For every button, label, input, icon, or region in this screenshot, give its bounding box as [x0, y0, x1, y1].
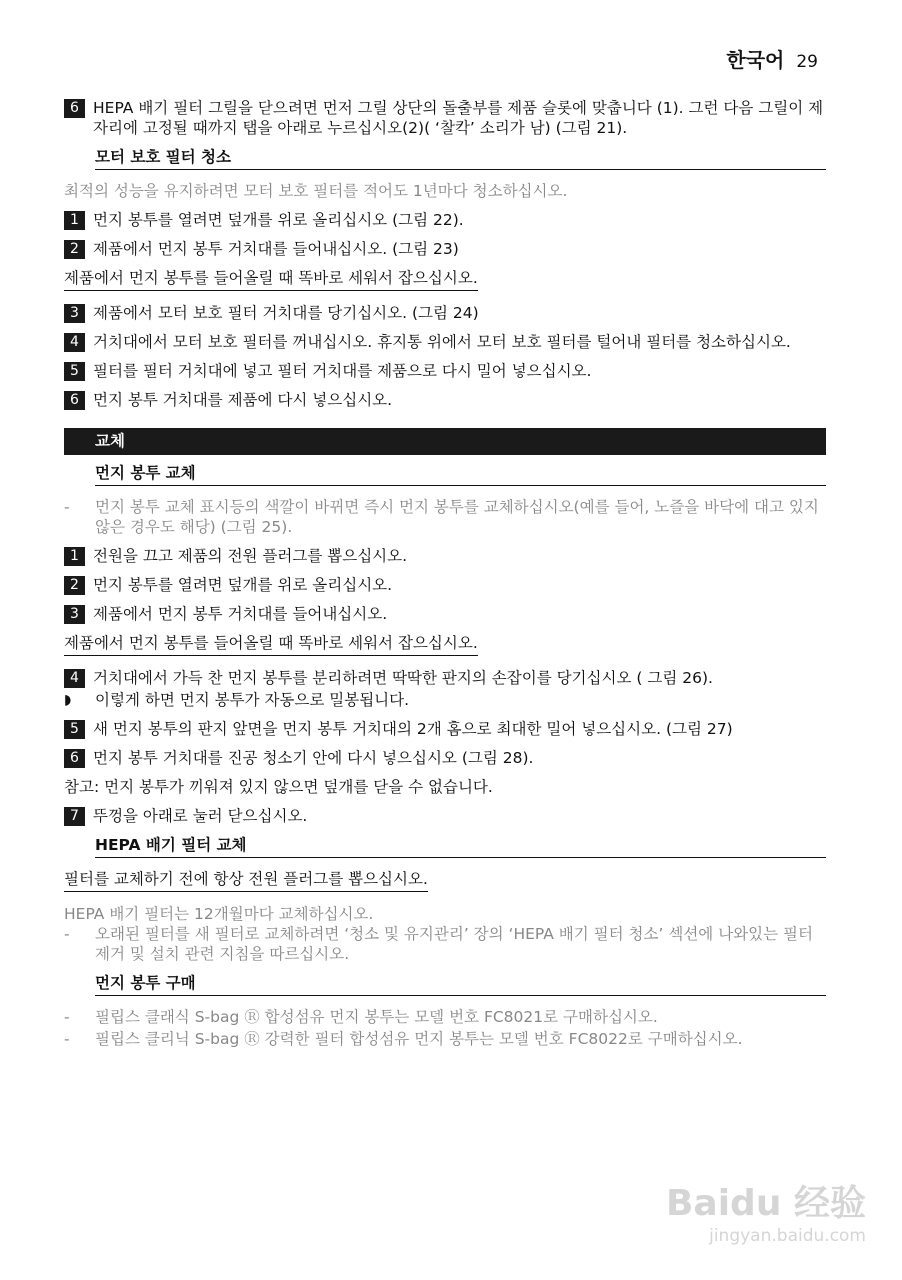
intro-text: HEPA 배기 필터는 12개월마다 교체하십시오. — [64, 905, 374, 923]
result-item — [64, 690, 826, 710]
step-item — [64, 361, 826, 381]
step-item — [64, 806, 826, 826]
purchase-item — [64, 1007, 826, 1027]
page-number: 29 — [796, 52, 818, 72]
step-number: 6 — [64, 99, 85, 118]
step-number: 2 — [64, 576, 85, 595]
warning-text: 제품에서 먼지 봉투를 들어올릴 때 똑바로 세워서 잡으십시오. — [64, 268, 478, 291]
step-item — [64, 210, 826, 230]
step-number: 1 — [64, 547, 85, 566]
section-bar-replace: 교체 — [64, 428, 826, 455]
step-number: 6 — [64, 391, 85, 410]
language-label: 한국어 — [726, 48, 785, 72]
warning-text: 제품에서 먼지 봉투를 들어올릴 때 똑바로 세워서 잡으십시오. — [64, 633, 478, 656]
step-text: 제품에서 모터 보호 필터 거치대를 당기십시오. (그림 24) — [93, 304, 479, 322]
step-item — [64, 575, 826, 595]
step-text: 먼지 봉투를 열려면 덮개를 위로 올리십시오 (그림 22). — [93, 211, 464, 229]
step-number: 4 — [64, 669, 85, 688]
section-heading-motor-filter: 모터 보호 필터 청소 — [95, 147, 826, 170]
step-item — [64, 546, 826, 566]
dash-marker: - — [64, 498, 70, 516]
step-number: 3 — [64, 304, 85, 323]
dash-marker: - — [64, 925, 70, 943]
step-text: 거치대에서 가득 찬 먼지 봉투를 분리하려면 딱딱한 판지의 손잡이를 당기십시오 ( 그림 26). — [93, 669, 713, 687]
step-text: 거치대에서 모터 보호 필터를 꺼내십시오. 휴지통 위에서 모터 보호 필터를 털어내 필터를 청소하십시오. — [93, 333, 791, 351]
note-text: 오래된 필터를 새 필터로 교체하려면 ‘청소 및 유지관리’ 장의 ‘HEPA 배기 필터 청소’ 섹션에 나와있는 필터 제거 및 설치 관련 지침을 따르십시오. — [95, 925, 813, 963]
dash-marker: - — [64, 1008, 70, 1026]
step-number: 4 — [64, 333, 85, 352]
step-number: 7 — [64, 807, 85, 826]
step-item — [64, 668, 826, 688]
step-number: 6 — [64, 749, 85, 768]
section-heading-hepa: HEPA 배기 필터 교체 — [95, 835, 826, 858]
watermark — [666, 1175, 866, 1246]
step-item — [64, 604, 826, 624]
purchase-text: 필립스 클리닉 S-bag Ⓡ 강력한 필터 합성섬유 먼지 봉투는 모델 번호 FC8022로 구매하십시오. — [95, 1030, 743, 1048]
step-item — [64, 98, 826, 138]
purchase-item — [64, 1029, 826, 1049]
result-marker-icon: ◗ — [64, 692, 72, 708]
step-text: 전원을 끄고 제품의 전원 플러그를 뽑으십시오. — [93, 547, 408, 565]
watermark-brand: Baidu 经验 — [665, 1183, 866, 1224]
step-number: 5 — [64, 362, 85, 381]
step-text: HEPA 배기 필터 그릴을 닫으려면 먼저 그릴 상단의 돌출부를 제품 슬롯에 맞춥니다 (1). 그런 다음 그릴이 제자리에 고정될 때까지 탭을 아래로 누르십시오(2)( ‘찰칵’ 소리가 남) (그림 21). — [93, 99, 824, 137]
note-text: 먼지 봉투 교체 표시등의 색깔이 바뀌면 즉시 먼지 봉투를 교체하십시오(예를 들어, 노즐을 바닥에 대고 있지 않은 경우도 해당) (그림 25). — [95, 498, 819, 536]
step-item — [64, 719, 826, 739]
page-header — [726, 44, 818, 73]
step-text: 새 먼지 봉투의 판지 앞면을 먼지 봉투 거치대의 2개 홈으로 최대한 밀어 넣으십시오. (그림 27) — [93, 720, 733, 738]
step-number: 5 — [64, 720, 85, 739]
step-text: 먼지 봉투 거치대를 진공 청소기 안에 다시 넣으십시오 (그림 28). — [93, 749, 534, 767]
step-item — [64, 332, 826, 352]
step-text: 뚜껑을 아래로 눌러 닫으십시오. — [93, 807, 308, 825]
result-text: 이렇게 하면 먼지 봉투가 자동으로 밀봉됩니다. — [95, 691, 410, 709]
dash-marker: - — [64, 1030, 70, 1048]
warning-text: 필터를 교체하기 전에 항상 전원 플러그를 뽑으십시오. — [64, 869, 428, 892]
step-text: 필터를 필터 거치대에 넣고 필터 거치대를 제품으로 다시 밀어 넣으십시오. — [93, 362, 592, 380]
step-number: 3 — [64, 605, 85, 624]
step-text: 제품에서 먼지 봉투 거치대를 들어내십시오. (그림 23) — [93, 240, 459, 258]
step-item — [64, 748, 826, 768]
purchase-text: 필립스 클래식 S-bag Ⓡ 합성섬유 먼지 봉투는 모델 번호 FC8021로 구매하십시오. — [95, 1008, 658, 1026]
intro-text: 최적의 성능을 유지하려면 모터 보호 필터를 적어도 1년마다 청소하십시오. — [64, 182, 568, 200]
section-heading-purchase: 먼지 봉투 구매 — [95, 973, 826, 996]
step-number: 1 — [64, 211, 85, 230]
step-text: 먼지 봉투 거치대를 제품에 다시 넣으십시오. — [93, 391, 393, 409]
step-text: 먼지 봉투를 열려면 덮개를 위로 올리십시오. — [93, 576, 393, 594]
page-content — [64, 98, 826, 1051]
section-heading-dust-bag: 먼지 봉투 교체 — [95, 463, 826, 486]
step-item — [64, 390, 826, 410]
note-item — [64, 497, 826, 537]
remark-text: 참고: 먼지 봉투가 끼워져 있지 않으면 덮개를 닫을 수 없습니다. — [64, 778, 493, 796]
note-item — [64, 924, 826, 964]
step-item — [64, 239, 826, 259]
step-number: 2 — [64, 240, 85, 259]
watermark-url: jingyan.baidu.com — [709, 1226, 866, 1246]
step-text: 제품에서 먼지 봉투 거치대를 들어내십시오. — [93, 605, 388, 623]
step-item — [64, 303, 826, 323]
